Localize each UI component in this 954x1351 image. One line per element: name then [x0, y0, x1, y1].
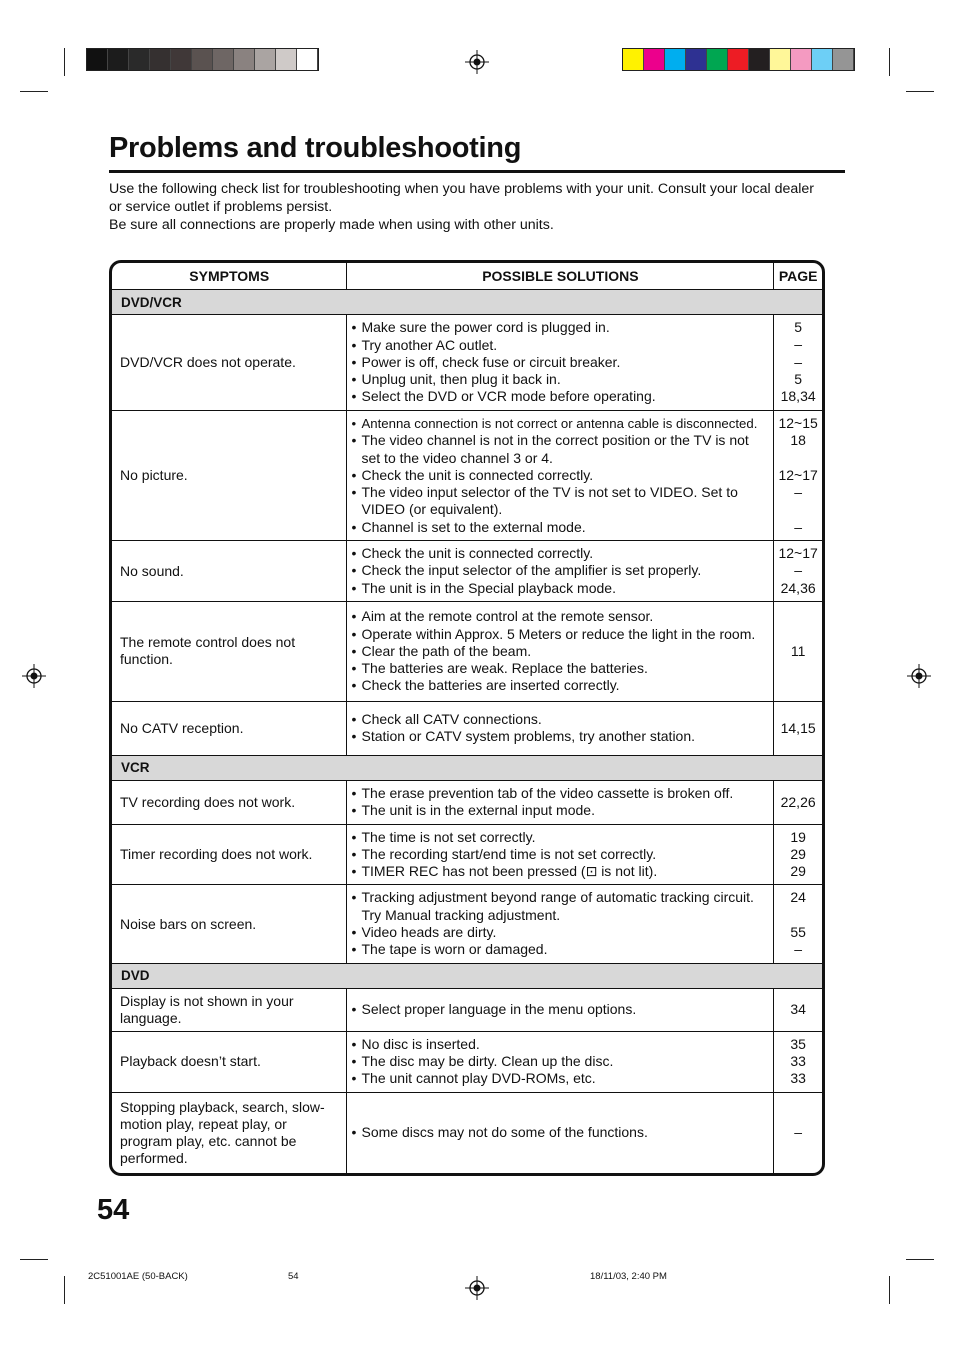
solutions-cell: [347, 601, 774, 701]
crop-mark: [906, 91, 934, 92]
solution-item: • Check the unit is connected correctly.: [351, 545, 769, 562]
symptom-cell: Stopping playback, search, slow-motion play, repeat play, or program play, etc. cannot be performed.: [112, 1092, 347, 1173]
page-ref: 18,34: [780, 388, 816, 405]
table-row: [112, 601, 822, 701]
page-cell: [774, 780, 822, 824]
page-ref: 29: [790, 845, 806, 862]
registration-mark-icon: [465, 1276, 489, 1300]
symptom-cell: Playback doesn’t start.: [112, 1031, 347, 1092]
solution-item: • Tracking adjustment beyond range of automatic tracking circuit. Try Manual tracking adjustment.: [351, 889, 769, 924]
header-solutions: POSSIBLE SOLUTIONS: [347, 263, 774, 290]
color-swatch: [728, 49, 749, 70]
registration-mark-icon: [907, 664, 931, 688]
solution-item: • Check all CATV connections.: [351, 711, 769, 728]
page-ref: 5: [794, 319, 803, 335]
solution-item: • The batteries are weak. Replace the batteries.: [351, 660, 769, 677]
intro-paragraph: Be sure all connections are properly made when using with other units.: [109, 217, 554, 233]
page-ref: 24,36: [780, 579, 816, 596]
crop-mark: [20, 1259, 48, 1260]
solutions-cell: [347, 315, 774, 411]
solution-item: • Select proper language in the menu options.: [351, 1001, 769, 1018]
color-swatch: [665, 49, 686, 70]
solution-item: • Operate within Approx. 5 Meters or reduce the light in the room.: [351, 626, 769, 643]
table-row: [112, 885, 822, 963]
page-ref: 12~17: [778, 466, 818, 483]
solution-item: • Check the batteries are inserted correctly.: [351, 677, 769, 694]
color-swatch: [644, 49, 665, 70]
solutions-cell: [347, 541, 774, 602]
solution-item: • Select the DVD or VCR mode before operating.: [351, 388, 769, 405]
page-ref: –: [794, 1124, 803, 1141]
solution-item: • The disc may be dirty. Clean up the disc.: [351, 1053, 769, 1070]
solution-item: • Check the unit is connected correctly.: [351, 467, 769, 484]
page-ref: 11: [790, 642, 806, 659]
page-ref: 55: [790, 924, 806, 941]
page-ref: 5: [794, 370, 803, 387]
footer-date: 18/11/03, 2:40 PM: [590, 1271, 667, 1282]
solution-item: • The unit cannot play DVD-ROMs, etc.: [351, 1070, 769, 1087]
symptom-cell: The remote control does not function.: [112, 601, 347, 701]
page-cell: [774, 885, 822, 963]
solutions-cell: [347, 780, 774, 824]
table-row: [112, 988, 822, 1031]
solution-item: • The video channel is not in the correct position or the TV is not set to the video channel 3 or 4.: [351, 432, 769, 467]
solution-item: • The video input selector of the TV is not set to VIDEO. Set to VIDEO (or equivalent).: [351, 484, 769, 519]
title-rule: [109, 170, 845, 173]
section-label: VCR: [112, 755, 822, 780]
page-cell: [774, 411, 822, 541]
page-cell: [774, 541, 822, 602]
solutions-cell: [347, 701, 774, 755]
gray-calibration-bar: [86, 48, 319, 71]
table-row: [112, 1031, 822, 1092]
symptom-cell: Noise bars on screen.: [112, 885, 347, 963]
solution-item: • The time is not set correctly.: [351, 829, 769, 846]
header-symptoms: SYMPTOMS: [112, 263, 347, 290]
page-ref: –: [794, 562, 803, 579]
solution-item: • Try another AC outlet.: [351, 337, 769, 354]
page-ref: 19: [790, 828, 806, 845]
color-swatch: [623, 49, 644, 70]
solution-item: • No disc is inserted.: [351, 1036, 769, 1053]
crop-mark: [889, 48, 890, 76]
page-cell: [774, 1031, 822, 1092]
solutions-cell: [347, 988, 774, 1031]
page-ref: –: [794, 336, 803, 353]
table-row: [112, 541, 822, 602]
table-row: [112, 780, 822, 824]
solution-item: • The unit is in the external input mode.: [351, 802, 769, 819]
table-row: [112, 701, 822, 755]
color-swatch: [791, 49, 812, 70]
section-header-row: [112, 963, 822, 988]
symptom-cell: No sound.: [112, 541, 347, 602]
gray-swatch: [297, 49, 318, 70]
registration-mark-icon: [465, 50, 489, 74]
solutions-cell: [347, 1092, 774, 1173]
gray-swatch: [87, 49, 108, 70]
solution-item: • Aim at the remote control at the remote sensor.: [351, 608, 769, 625]
gray-swatch: [171, 49, 192, 70]
page-title: Problems and troubleshooting: [109, 132, 522, 164]
intro-text: [109, 180, 829, 234]
color-swatch: [833, 49, 854, 70]
solutions-cell: [347, 824, 774, 885]
page-cell: [774, 988, 822, 1031]
section-label: DVD/VCR: [112, 290, 822, 315]
page-ref: –: [794, 353, 803, 370]
symptom-cell: No CATV reception.: [112, 701, 347, 755]
table-row: [112, 411, 822, 541]
solutions-cell: [347, 1031, 774, 1092]
crop-mark: [20, 91, 48, 92]
troubleshooting-table: [109, 260, 825, 1176]
color-swatch: [770, 49, 791, 70]
solution-item: • Video heads are dirty.: [351, 924, 769, 941]
page-ref: 33: [790, 1070, 806, 1087]
solution-item: • Antenna connection is not correct or antenna cable is disconnected.: [351, 415, 769, 432]
page-ref: 22,26: [780, 793, 816, 810]
page-ref: 14,15: [780, 719, 816, 736]
solution-item: • Clear the path of the beam.: [351, 643, 769, 660]
page-ref: 34: [790, 1000, 806, 1017]
page-ref: 18: [790, 432, 806, 449]
color-calibration-bar: [622, 48, 855, 71]
section-header-row: [112, 290, 822, 315]
page-ref: [774, 501, 822, 518]
page-ref: 24: [790, 889, 806, 906]
color-swatch: [686, 49, 707, 70]
header-page: PAGE: [774, 263, 822, 290]
symptom-cell: Display is not shown in your language.: [112, 988, 347, 1031]
table-row: [112, 1092, 822, 1173]
page-number: 54: [97, 1194, 130, 1226]
intro-paragraph: Use the following check list for troubleshooting when you have problems with your unit. Consult your local dealer or service outlet if problems persist.: [109, 181, 815, 215]
footer-code: 2C51001AE (50-BACK): [88, 1271, 188, 1282]
page-ref: 35: [790, 1035, 806, 1052]
page-ref: 29: [790, 863, 806, 880]
symptom-cell: DVD/VCR does not operate.: [112, 315, 347, 411]
color-swatch: [812, 49, 833, 70]
gray-swatch: [234, 49, 255, 70]
gray-swatch: [255, 49, 276, 70]
crop-mark: [64, 48, 65, 76]
solutions-cell: [347, 885, 774, 963]
crop-mark: [889, 1276, 890, 1304]
section-label: DVD: [112, 963, 822, 988]
page-ref: 12~17: [778, 545, 818, 562]
solutions-cell: [347, 411, 774, 541]
crop-mark: [64, 1276, 65, 1304]
gray-swatch: [129, 49, 150, 70]
gray-swatch: [108, 49, 129, 70]
page-cell: [774, 1092, 822, 1173]
section-header-row: [112, 755, 822, 780]
page-cell: [774, 701, 822, 755]
table-row: [112, 315, 822, 411]
solution-item: • Station or CATV system problems, try another station.: [351, 728, 769, 745]
solution-item: • The unit is in the Special playback mode.: [351, 580, 769, 597]
symptom-cell: Timer recording does not work.: [112, 824, 347, 885]
gray-swatch: [192, 49, 213, 70]
solution-item: • Channel is set to the external mode.: [351, 519, 769, 536]
solution-item: • Power is off, check fuse or circuit breaker.: [351, 354, 769, 371]
page-cell: [774, 824, 822, 885]
gray-swatch: [276, 49, 297, 70]
solution-item: • The recording start/end time is not set correctly.: [351, 846, 769, 863]
registration-mark-icon: [22, 664, 46, 688]
solution-item: • Some discs may not do some of the functions.: [351, 1124, 769, 1141]
symptom-cell: No picture.: [112, 411, 347, 541]
solution-item: • TIMER REC has not been pressed (⊡ is not lit).: [351, 863, 769, 880]
page-ref: 33: [790, 1052, 806, 1069]
page-ref: –: [794, 518, 803, 535]
solution-item: • The erase prevention tab of the video cassette is broken off.: [351, 785, 769, 802]
table-row: [112, 824, 822, 885]
page-ref: [774, 907, 822, 924]
solution-item: • Check the input selector of the amplifier is set properly.: [351, 562, 769, 579]
footer-page: 54: [288, 1271, 299, 1282]
page-ref: –: [794, 484, 803, 501]
solution-item: • Unplug unit, then plug it back in.: [351, 371, 769, 388]
page-cell: [774, 315, 822, 411]
crop-mark: [906, 1259, 934, 1260]
color-swatch: [749, 49, 770, 70]
gray-swatch: [150, 49, 171, 70]
gray-swatch: [213, 49, 234, 70]
symptom-cell: TV recording does not work.: [112, 780, 347, 824]
solution-item: • The tape is worn or damaged.: [351, 941, 769, 958]
table-header-row: [112, 263, 822, 290]
page-ref: [774, 450, 822, 467]
page-ref: –: [794, 941, 803, 958]
page-cell: [774, 601, 822, 701]
solution-item: • Make sure the power cord is plugged in.: [351, 319, 769, 336]
page-ref: 12~15: [778, 415, 818, 431]
color-swatch: [707, 49, 728, 70]
